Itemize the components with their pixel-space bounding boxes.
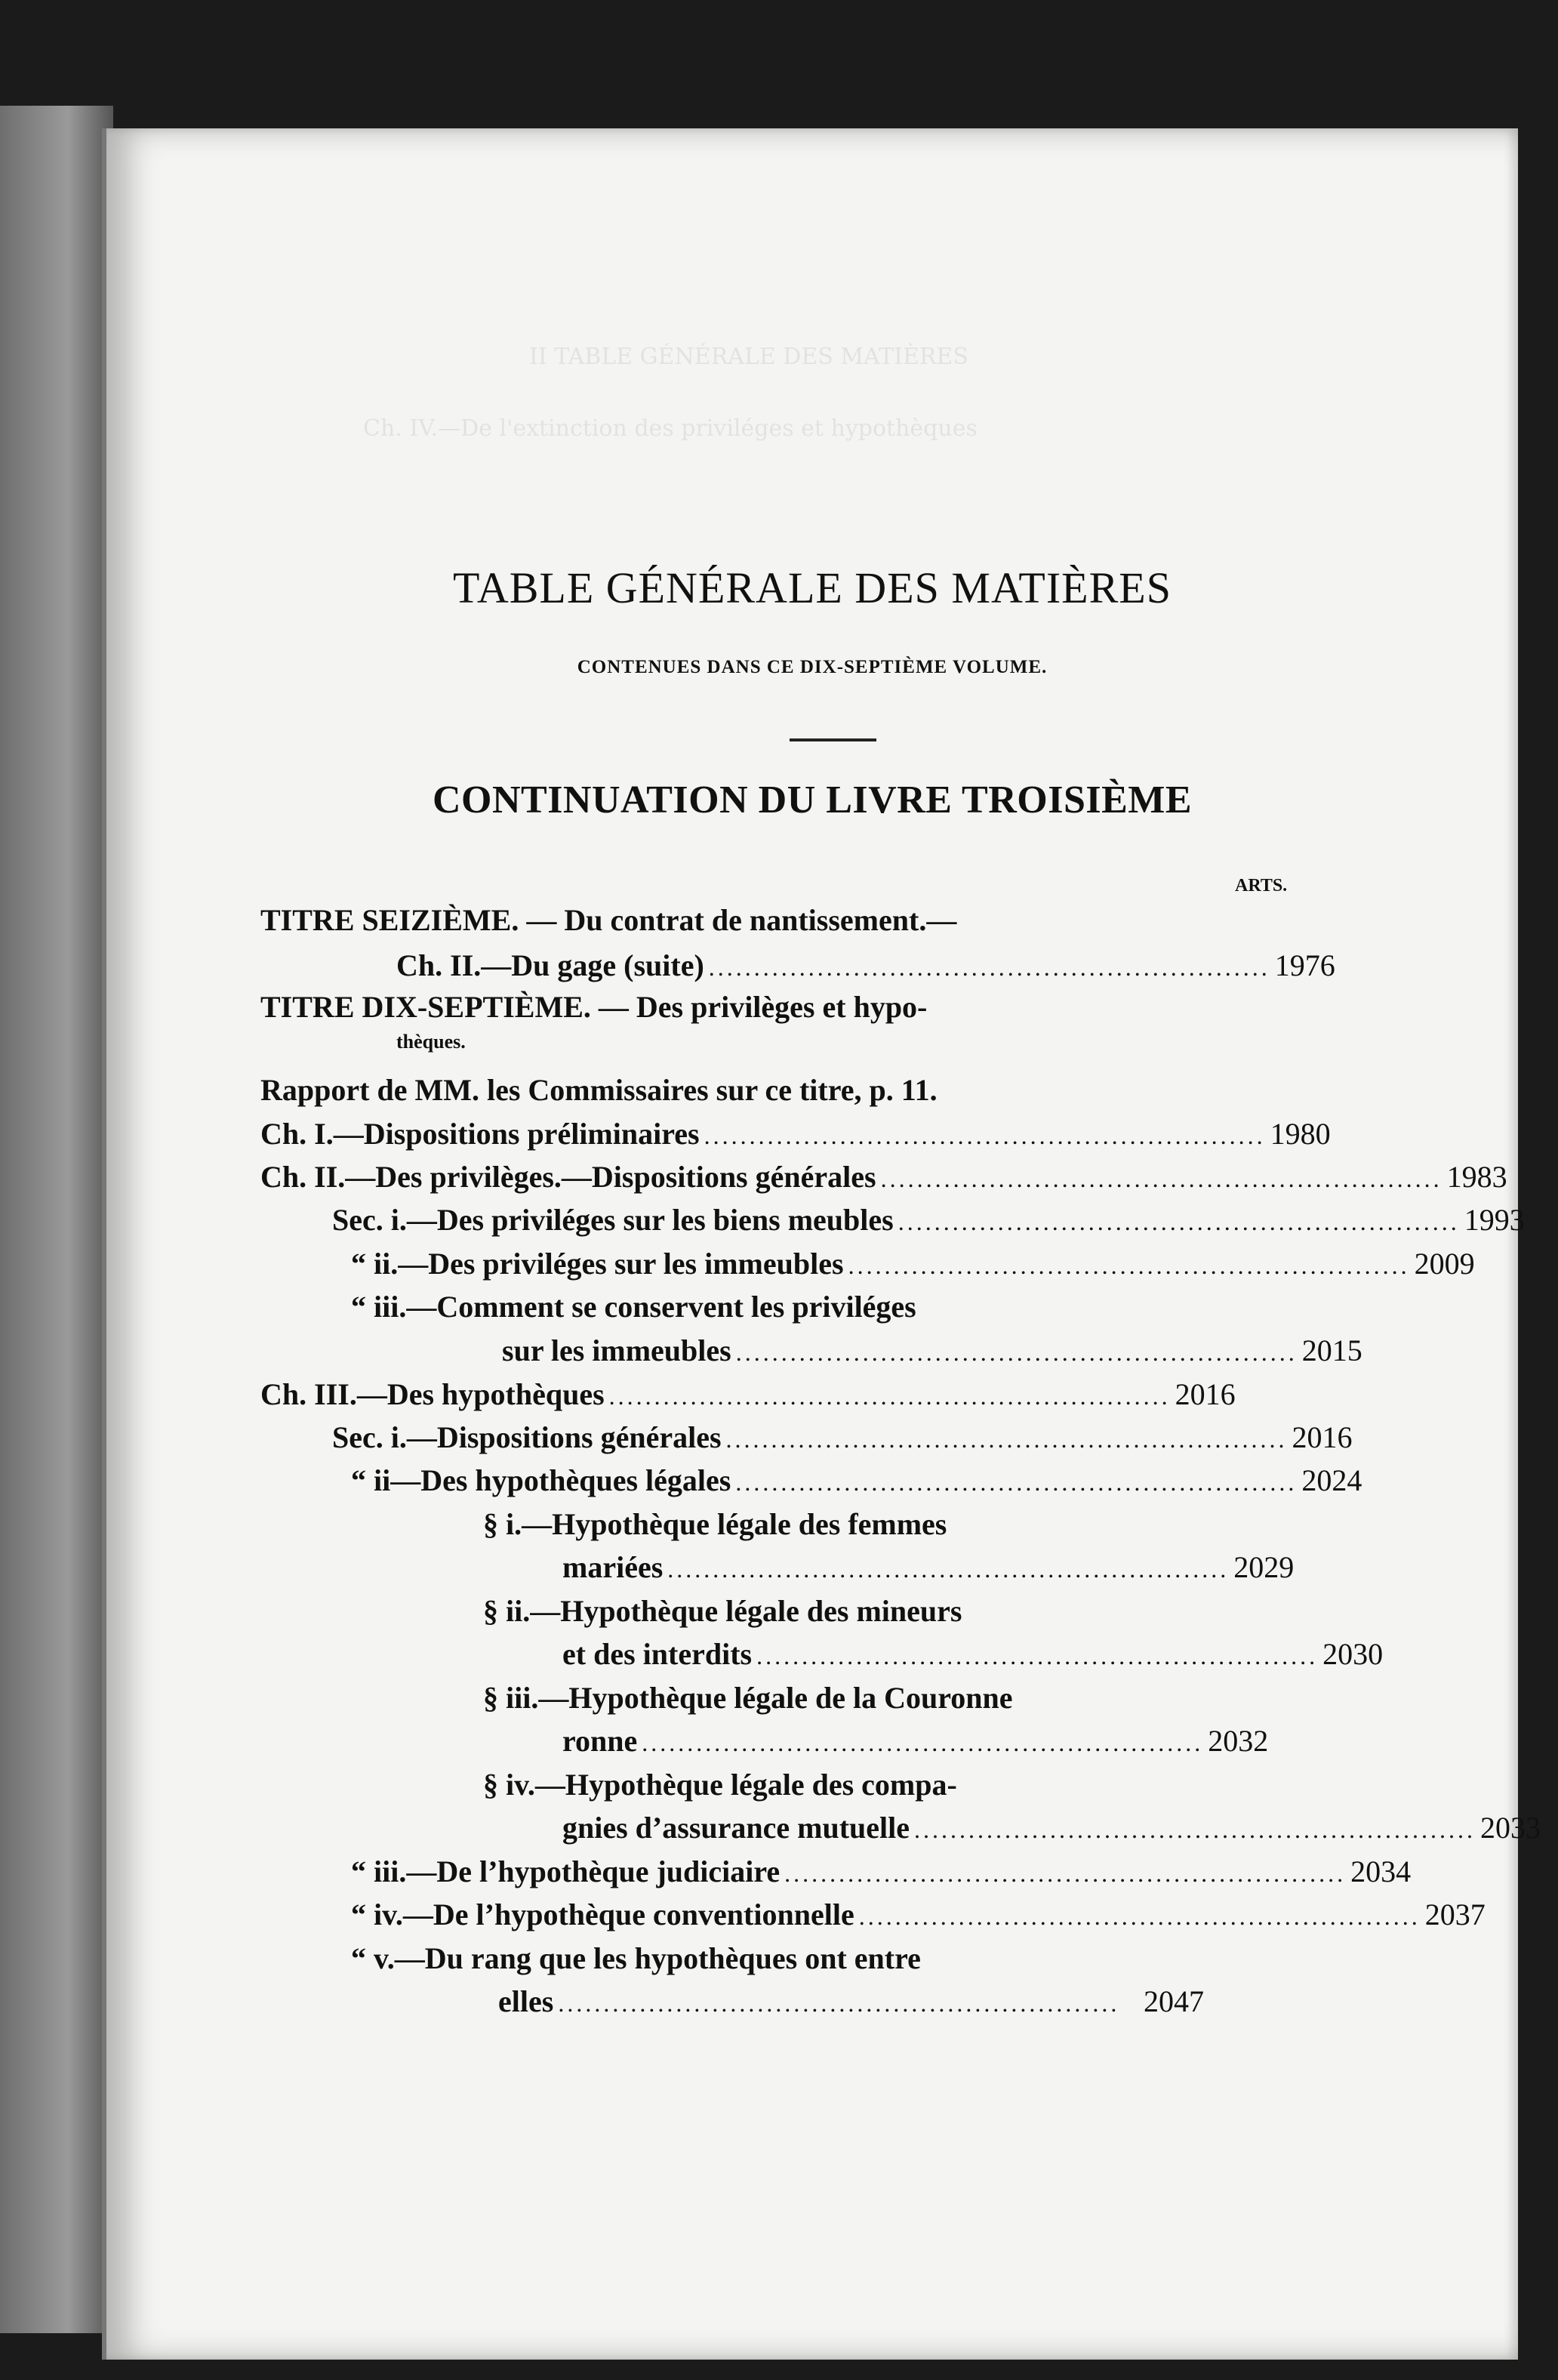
toc-entry xyxy=(483,1767,1204,1802)
article-number: 2015 xyxy=(1301,1333,1362,1367)
toc-text: “ iii.—Comment se conservent les priviléges xyxy=(351,1290,916,1324)
leader-dots: .............................................................. xyxy=(704,1122,1266,1149)
toc-entry xyxy=(351,1854,1412,1889)
toc-text: Ch. II.—Du gage (suite) xyxy=(396,948,704,982)
article-number: 1993 xyxy=(1464,1203,1525,1237)
article-number: 2034 xyxy=(1350,1854,1412,1888)
toc-text: § ii.—Hypothèque légale des mineurs xyxy=(483,1594,962,1628)
toc-entry xyxy=(332,1202,1525,1238)
toc-entry xyxy=(562,1549,1295,1585)
toc-entry xyxy=(562,1723,1269,1759)
leader-dots: .............................................................. xyxy=(725,1426,1288,1453)
toc-entry xyxy=(483,1680,1204,1716)
toc-text: Rapport de MM. les Commissaires sur ce titre, p. 11. xyxy=(260,1073,938,1107)
toc-text: § iii.—Hypothèque légale de la Couronne xyxy=(483,1681,1013,1715)
toc-text: “ ii—Des hypothèques légales xyxy=(351,1463,731,1497)
toc-entry xyxy=(351,1897,1486,1932)
toc-entry xyxy=(260,1159,1507,1195)
leader-dots: .............................................................. xyxy=(756,1642,1319,1669)
toc-text: “ iii.—De l’hypothèque judiciaire xyxy=(351,1854,781,1888)
toc-text: elles xyxy=(498,1984,554,2018)
article-number: 2016 xyxy=(1175,1377,1236,1411)
article-number: 1976 xyxy=(1274,948,1335,982)
toc-text: “ ii.—Des priviléges sur les immeubles xyxy=(351,1247,844,1281)
leader-dots: .............................................................. xyxy=(880,1165,1443,1192)
toc-entry xyxy=(562,1810,1541,1845)
toc-entry xyxy=(351,1941,1204,1976)
toc-entry xyxy=(260,989,1204,1025)
toc-text: Ch. III.—Des hypothèques xyxy=(260,1377,605,1411)
toc-text: § i.—Hypothèque légale des femmes xyxy=(483,1507,947,1541)
article-number: 2047 xyxy=(1144,1984,1204,2018)
toc-text: thèques. xyxy=(396,1031,466,1053)
toc-text: “ iv.—De l’hypothèque conventionnelle xyxy=(351,1898,854,1931)
article-number: 1980 xyxy=(1270,1117,1331,1151)
leader-dots: .............................................................. xyxy=(735,1469,1298,1496)
show-through-text: II TABLE GÉNÉRALE DES MATIÈRES xyxy=(529,344,968,370)
toc-text: Sec. i.—Dispositions générales xyxy=(332,1420,722,1454)
page-subtitle: CONTENUES DANS CE DIX-SEPTIÈME VOLUME. xyxy=(577,657,1048,677)
adjacent-page-edge xyxy=(0,106,113,2333)
article-number: 2016 xyxy=(1292,1420,1353,1454)
show-through-text: Ch. IV.—De l'extinction des priviléges et hypothèques xyxy=(363,415,978,442)
article-number: 2024 xyxy=(1301,1463,1362,1497)
article-number: 2037 xyxy=(1424,1898,1486,1931)
toc-entry xyxy=(260,1116,1331,1151)
page-title: TABLE GÉNÉRALE DES MATIÈRES xyxy=(453,563,1172,612)
toc-entry xyxy=(260,1072,1204,1108)
toc-entry xyxy=(396,1031,466,1053)
toc-text: mariées xyxy=(562,1550,664,1584)
toc-entry xyxy=(483,1593,1204,1629)
article-number: 2033 xyxy=(1480,1811,1541,1845)
article-number: 2029 xyxy=(1233,1550,1295,1584)
toc-text: Sec. i.—Des priviléges sur les biens meubles xyxy=(332,1203,894,1237)
toc-entry xyxy=(351,1463,1362,1498)
article-number: 1983 xyxy=(1446,1160,1507,1194)
leader-dots: .............................................................. xyxy=(784,1860,1347,1887)
leader-dots: .............................................................. xyxy=(858,1903,1421,1930)
toc-entry xyxy=(332,1420,1353,1455)
toc-entry xyxy=(351,1246,1475,1281)
leader-dots: .............................................................. xyxy=(848,1252,1410,1279)
toc-entry xyxy=(260,1377,1236,1412)
toc-entry xyxy=(562,1636,1384,1672)
leader-dots: .............................................................. xyxy=(708,954,1270,981)
leader-dots: .............................................................. xyxy=(667,1555,1230,1583)
toc-text: Ch. I.—Dispositions préliminaires xyxy=(260,1117,700,1151)
leader-dots: .............................................................. xyxy=(914,1816,1476,1843)
toc-text: Ch. II.—Des privilèges.—Dispositions générales xyxy=(260,1160,876,1194)
toc-entry xyxy=(351,1289,1204,1324)
leader-dots: .............................................................. xyxy=(642,1729,1204,1756)
toc-entry xyxy=(396,948,1335,983)
leader-dots: .............................................................. xyxy=(898,1208,1460,1235)
leader-dots: .............................................................. xyxy=(558,1990,1120,2017)
article-number: 2032 xyxy=(1208,1724,1269,1758)
document-page xyxy=(102,128,1518,2360)
toc-text: sur les immeubles xyxy=(502,1333,731,1367)
toc-text: TITRE DIX-SEPTIÈME. — Des privilèges et hypo- xyxy=(260,990,928,1024)
title-divider xyxy=(790,738,876,741)
toc-text: TITRE SEIZIÈME. — Du contrat de nantissement.— xyxy=(260,903,957,937)
toc-entry xyxy=(498,1984,1204,2019)
toc-text: ronne xyxy=(562,1724,638,1758)
toc-text: “ v.—Du rang que les hypothèques ont entre xyxy=(351,1941,921,1975)
toc-text: gnies d’assurance mutuelle xyxy=(562,1811,910,1845)
toc-entry xyxy=(502,1333,1362,1368)
leader-dots: .............................................................. xyxy=(735,1339,1298,1366)
toc-text: et des interdits xyxy=(562,1637,753,1671)
section-heading: CONTINUATION DU LIVRE TROISIÈME xyxy=(432,778,1193,822)
article-number: 2030 xyxy=(1322,1637,1384,1671)
toc-text: § iv.—Hypothèque légale des compa- xyxy=(483,1768,957,1802)
column-label-arts: ARTS. xyxy=(1235,876,1288,896)
toc-entry xyxy=(260,902,1204,938)
toc-entry xyxy=(483,1506,1204,1542)
article-number: 2009 xyxy=(1414,1247,1475,1281)
leader-dots: .............................................................. xyxy=(608,1383,1171,1410)
